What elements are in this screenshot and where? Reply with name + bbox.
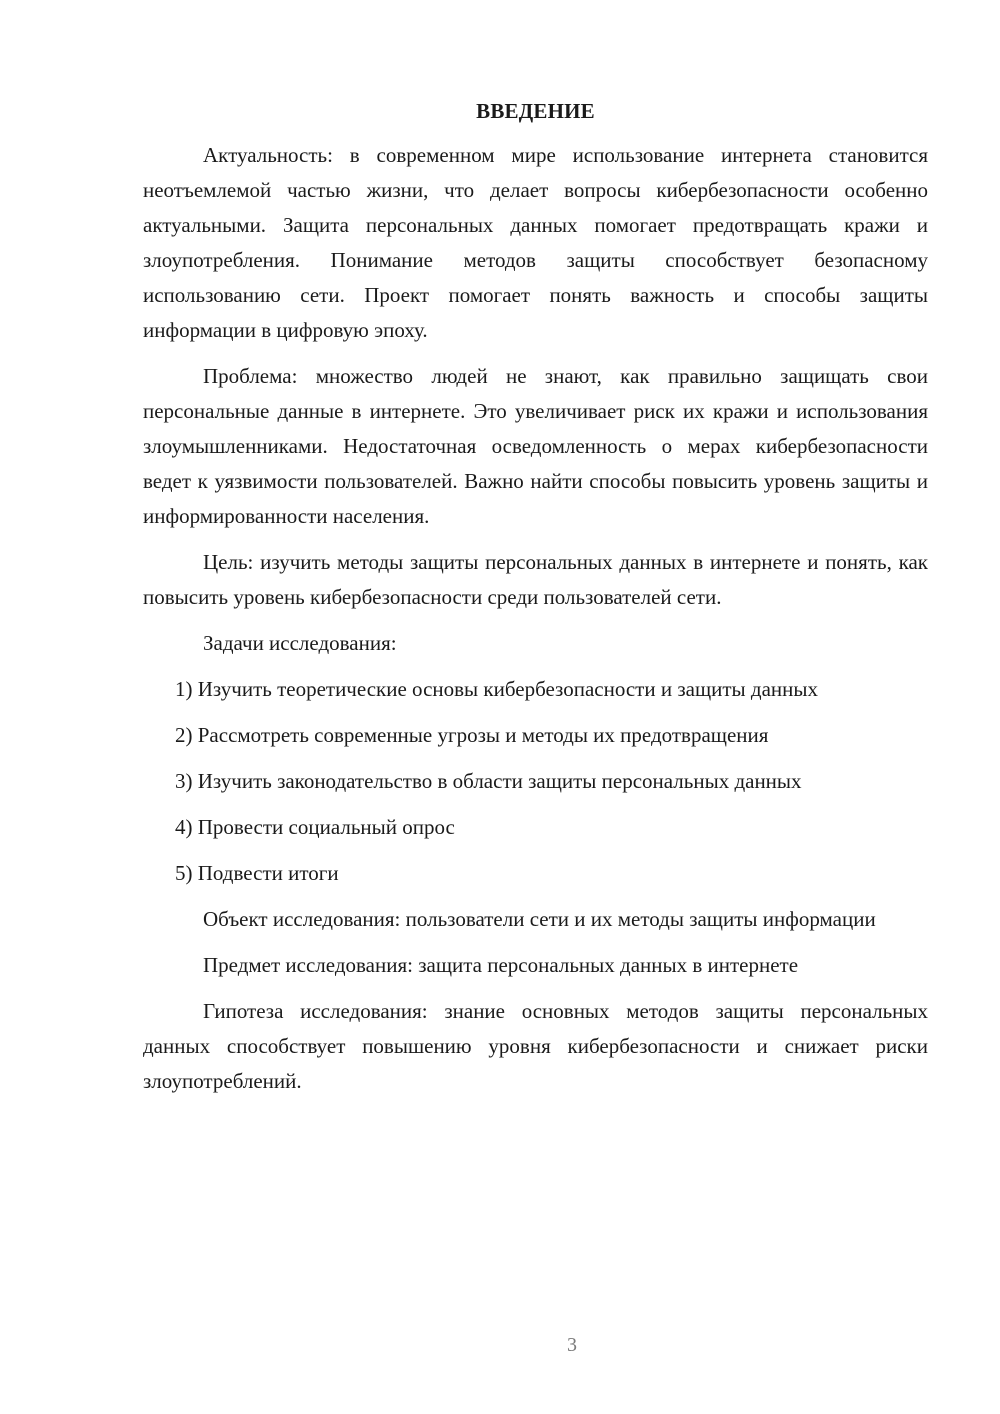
object-paragraph: Объект исследования: пользователи сети и их методы защиты информации bbox=[203, 907, 876, 931]
task-item-5: 5) Подвести итоги bbox=[175, 861, 339, 885]
page-number: 3 bbox=[567, 1334, 577, 1356]
hypothesis-paragraph: Гипотеза исследования: знание основных методов защиты персональных данных способствует повышению уровня кибербезопасности и снижает риски злоупотреблений. bbox=[143, 999, 928, 1093]
task-item-1: 1) Изучить теоретические основы кибербезопасности и защиты данных bbox=[175, 677, 818, 701]
problem-paragraph: Проблема: множество людей не знают, как правильно защищать свои персональные данные в интернете. Это увеличивает риск их кражи и использования злоумышленниками. Недостаточная осведомленность о мерах кибербезопасности ведет к уязвимости пользователей. Важно найти способы повысить уровень защиты и информированности населения. bbox=[143, 364, 928, 528]
tasks-label: Задачи исследования: bbox=[203, 631, 397, 655]
page-title: ВВЕДЕНИЕ bbox=[476, 99, 595, 123]
goal-paragraph: Цель: изучить методы защиты персональных данных в интернете и понять, как повысить уровень кибербезопасности среди пользователей сети. bbox=[143, 550, 928, 609]
document-page bbox=[143, 96, 928, 1110]
task-item-4: 4) Провести социальный опрос bbox=[175, 815, 455, 839]
tasks-list bbox=[143, 672, 928, 891]
subject-paragraph: Предмет исследования: защита персональных данных в интернете bbox=[203, 953, 799, 977]
task-item-3: 3) Изучить законодательство в области защиты персональных данных bbox=[175, 769, 802, 793]
relevance-paragraph: Актуальность: в современном мире использование интернета становится неотъемлемой частью жизни, что делает вопросы кибербезопасности особенно актуальными. Защита персональных данных помогает предотвращать кражи и злоупотребления. Понимание методов защиты способствует безопасному использованию сети. Проект помогает понять важность и способы защиты информации в цифровую эпоху. bbox=[143, 143, 928, 342]
task-item-2: 2) Рассмотреть современные угрозы и методы их предотвращения bbox=[175, 723, 769, 747]
